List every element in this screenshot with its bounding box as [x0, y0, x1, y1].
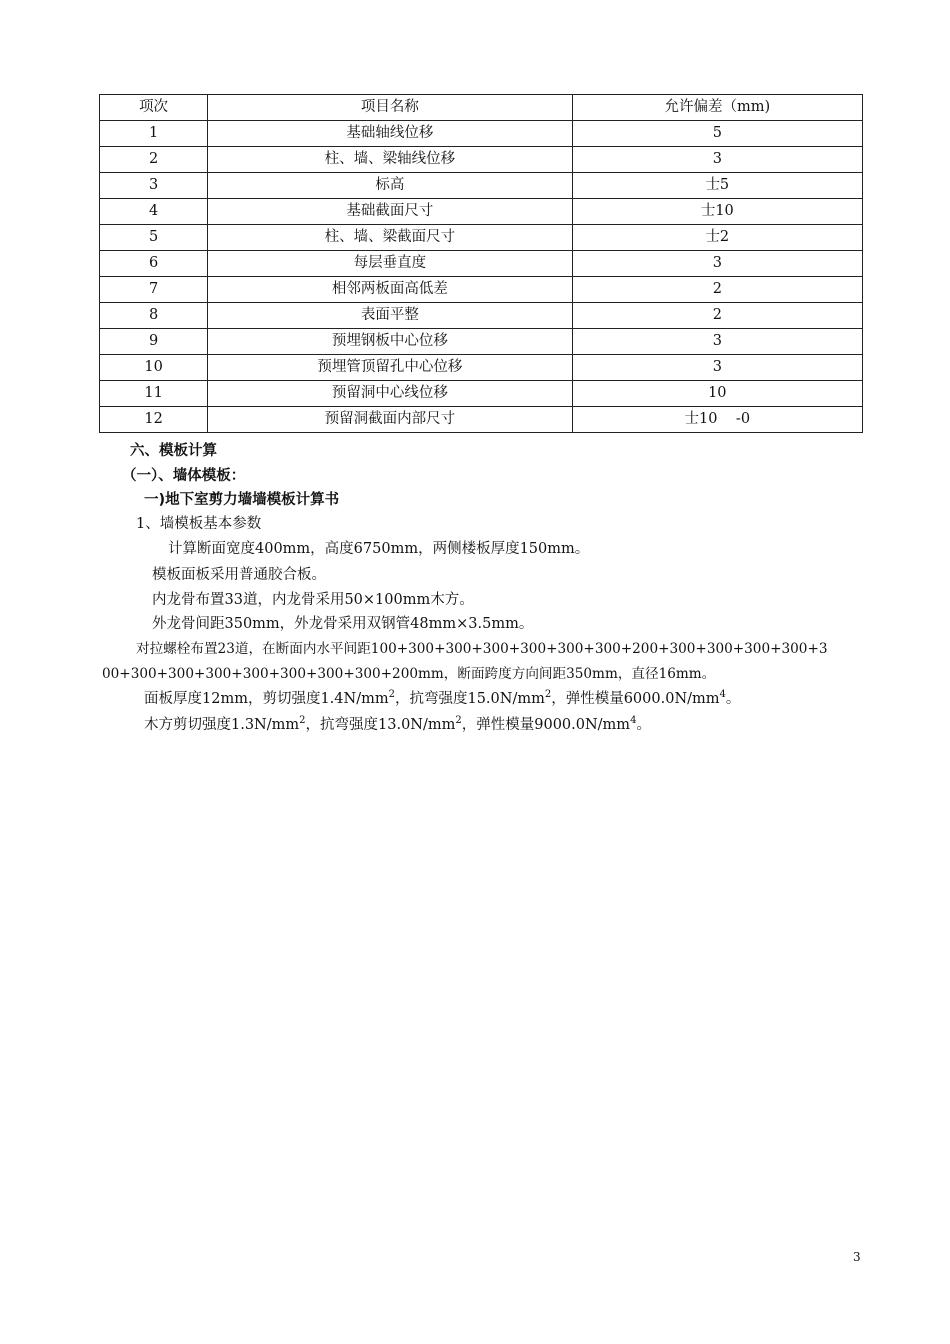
page-number: 3 [853, 1250, 861, 1264]
cell-tolerance: 10 [572, 381, 862, 407]
cell-item-no: 12 [100, 407, 208, 433]
cell-item-no: 9 [100, 329, 208, 355]
cell-tolerance: 3 [572, 251, 862, 277]
cell-item-name: 相邻两板面高低差 [208, 277, 572, 303]
cell-tolerance: 3 [572, 147, 862, 173]
cell-tolerance: 士5 [572, 173, 862, 199]
cell-item-name: 基础轴线位移 [208, 121, 572, 147]
tolerance-table [99, 94, 863, 433]
cell-tolerance: 2 [572, 277, 862, 303]
cell-item-no: 8 [100, 303, 208, 329]
cell-tolerance: 士10 -0 [572, 407, 862, 433]
param-outer-joist: 外龙骨间距350mm，外龙骨采用双钢管48mm×3.5mm。 [152, 616, 534, 632]
cell-item-name: 预留洞截面内部尺寸 [208, 407, 572, 433]
cell-item-no: 1 [100, 121, 208, 147]
header-tolerance: 允许偏差（mm) [572, 95, 862, 121]
param-timber-strength: 木方剪切强度$1.3N/mm^2$，抗弯强度$13.0N/mm^2$，弹性模量$9000.0N/mm^4$。 [144, 715, 651, 733]
table-row [100, 329, 863, 355]
table-row [100, 277, 863, 303]
header-item-name: 项目名称 [208, 95, 572, 121]
cell-item-name: 预留洞中心线位移 [208, 381, 572, 407]
cell-item-no: 2 [100, 147, 208, 173]
table-row [100, 251, 863, 277]
table-row [100, 355, 863, 381]
cell-item-no: 11 [100, 381, 208, 407]
param-panel-strength: 面板厚度12mm，剪切强度$1.4N/mm^2$，抗弯强度$15.0N/mm^2$，弹性模量$6000.0N/mm^4$。 [144, 689, 741, 707]
cell-item-name: 预埋钢板中心位移 [208, 329, 572, 355]
cell-tolerance: 3 [572, 355, 862, 381]
table-row [100, 407, 863, 433]
params-title: 1、墙模板基本参数 [136, 516, 262, 532]
cell-item-name: 基础截面尺寸 [208, 199, 572, 225]
cell-item-name: 柱、墙、梁轴线位移 [208, 147, 572, 173]
table-row [100, 199, 863, 225]
cell-item-no: 7 [100, 277, 208, 303]
header-item-no: 项次 [100, 95, 208, 121]
cell-item-no: 10 [100, 355, 208, 381]
cell-item-name: 每层垂直度 [208, 251, 572, 277]
cell-tolerance: 士2 [572, 225, 862, 251]
param-tie-bolts-line2: 00+300+300+300+300+300+300+300+200mm，断面跨度方向间距350mm，直径16mm。 [102, 666, 716, 682]
param-section-size: 计算断面宽度400mm，高度6750mm，两侧楼板厚度150mm。 [168, 541, 590, 557]
table-row [100, 303, 863, 329]
cell-item-no: 5 [100, 225, 208, 251]
calc-book-title: 一)地下室剪力墙墙模板计算书 [144, 492, 340, 508]
cell-item-name: 柱、墙、梁截面尺寸 [208, 225, 572, 251]
param-panel-material: 模板面板采用普通胶合板。 [152, 567, 326, 583]
cell-tolerance: 5 [572, 121, 862, 147]
table-row [100, 381, 863, 407]
table-header-row [100, 95, 863, 121]
cell-item-name: 预埋管顶留孔中心位移 [208, 355, 572, 381]
subsection-wall-formwork: （一）、墙体模板： [122, 468, 246, 484]
cell-tolerance: 士10 [572, 199, 862, 225]
cell-item-no: 3 [100, 173, 208, 199]
param-tie-bolts-line1: 对拉螺栓布置23道，在断面内水平间距100+300+300+300+300+300+300+200+300+300+300+300+3 [136, 641, 828, 657]
cell-item-name: 表面平整 [208, 303, 572, 329]
table-row [100, 147, 863, 173]
param-inner-joist: 内龙骨布置33道，内龙骨采用50×100mm木方。 [152, 592, 474, 608]
table-row [100, 121, 863, 147]
table-row [100, 225, 863, 251]
section-heading: 六、模板计算 [130, 443, 217, 459]
cell-tolerance: 3 [572, 329, 862, 355]
cell-item-no: 4 [100, 199, 208, 225]
cell-item-name: 标高 [208, 173, 572, 199]
table-row [100, 173, 863, 199]
cell-item-no: 6 [100, 251, 208, 277]
cell-tolerance: 2 [572, 303, 862, 329]
